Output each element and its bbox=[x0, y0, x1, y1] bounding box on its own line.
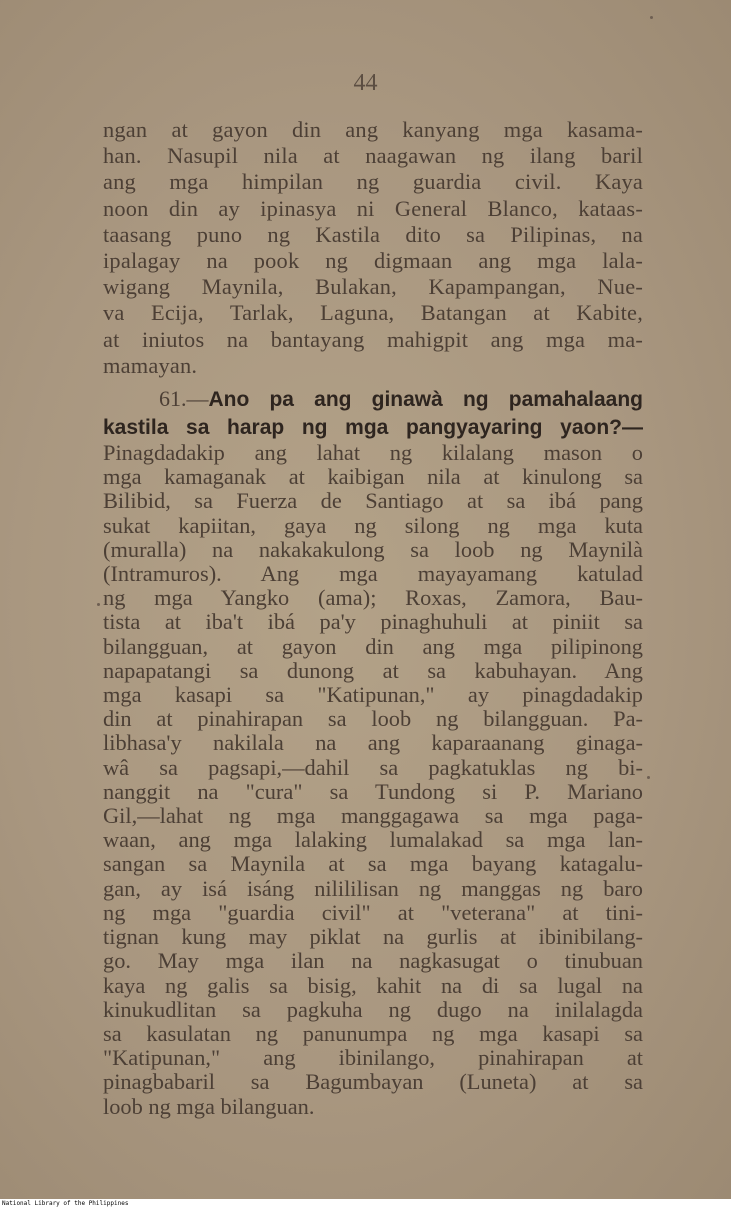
answer-line: Gil,—lahat ng mga manggagawa sa mga paga- bbox=[103, 803, 643, 829]
answer-line: nanggit na "cura" sa Tundong si P. Mariano bbox=[103, 778, 643, 804]
question-line bbox=[103, 385, 643, 413]
paragraph-line: wigang Maynila, Bulakan, Kapampangan, Nue- bbox=[103, 274, 643, 300]
footer-strip bbox=[0, 1199, 731, 1208]
answer-line: tignan kung may piklat na gurlis at ibinibilang- bbox=[103, 924, 643, 950]
answer-line: "Katipunan," ang ibinilango, pinahirapan at bbox=[103, 1045, 643, 1071]
speck-mark bbox=[647, 776, 650, 779]
answer-line: sangan sa Maynila at sa mga bayang katagalu- bbox=[103, 851, 643, 877]
paragraph-line: at iniutos na bantayang mahigpit ang mga ma- bbox=[103, 326, 643, 352]
answer-line: mga kasapi sa "Katipunan," ay pinagdadakip bbox=[103, 682, 643, 708]
answer-line: ng mga "guardia civil" at "veterana" at tini- bbox=[103, 899, 643, 925]
answer-line: loob ng mga bilanguan. bbox=[103, 1093, 315, 1119]
footer-credit: National Library of the Philippines bbox=[2, 1200, 129, 1207]
answer-line: go. May mga ilan na nagkasugat o tinubuan bbox=[103, 948, 643, 974]
question-line bbox=[103, 413, 643, 441]
answer-line: din at pinahirapan sa loob ng bilangguan. Pa- bbox=[103, 706, 643, 732]
answer-line: kaya ng galis sa bisig, kahit na di sa lugal na bbox=[103, 972, 643, 998]
question-number: 61.— bbox=[159, 386, 209, 412]
question-text-1: Ano pa ang ginawà ng pamahalaang bbox=[208, 388, 643, 412]
paragraph-line: ngan at gayon din ang kanyang mga kasama- bbox=[103, 117, 643, 142]
answer-line: kinukudlitan sa pagkuha ng dugo na inilalagda bbox=[103, 996, 643, 1022]
answer-line: pinagbabaril sa Bagumbayan (Luneta) at sa bbox=[103, 1069, 643, 1095]
question-text-2: kastila sa harap ng mga pangyayaring yaon?— bbox=[103, 416, 643, 440]
answer-line: Pinagdadakip ang lahat ng kilalang mason o bbox=[103, 440, 643, 466]
answer-line: wâ sa pagsapi,—dahil sa pagkatuklas ng bi- bbox=[103, 754, 643, 780]
paragraph-line: ipalagay na pook ng digmaan ang mga lala- bbox=[103, 248, 643, 274]
answer-line: gan, ay isá isáng nilililisan ng manggas ng baro bbox=[103, 875, 643, 901]
paragraph-line: han. Nasupil nila at naagawan ng ilang baril bbox=[103, 143, 643, 169]
answer-line: sa kasulatan ng panunumpa ng mga kasapi sa bbox=[103, 1020, 643, 1046]
answer-line: sukat kapiitan, gaya ng silong ng mga kuta bbox=[103, 512, 643, 538]
paragraph-line: ang mga himpilan ng guardia civil. Kaya bbox=[103, 169, 643, 195]
answer-line: napapatangi sa dunong at sa kabuhayan. Ang bbox=[103, 657, 643, 683]
page-text bbox=[103, 117, 643, 1119]
answer-line: tista at iba't ibá pa'y pinaghuhuli at piniit sa bbox=[103, 609, 643, 635]
answer-line: Bilibid, sa Fuerza de Santiago at sa ibá pang bbox=[103, 488, 643, 514]
answer-line: ng mga Yangko (ama); Roxas, Zamora, Bau- bbox=[103, 585, 643, 611]
answer-line: mga kamaganak at kaibigan nila at kinulong sa bbox=[103, 464, 643, 490]
answer-line: waan, ang mga lalaking lumalakad sa mga lan- bbox=[103, 827, 643, 853]
answer-line: (Intramuros). Ang mga mayayamang katulad bbox=[103, 561, 643, 587]
speck-mark bbox=[650, 16, 653, 19]
paragraph-line: noon din ay ipinasya ni General Blanco, kataas- bbox=[103, 195, 643, 221]
question-61 bbox=[103, 385, 643, 441]
paragraph-line: va Ecija, Tarlak, Laguna, Batangan at Kabite, bbox=[103, 300, 643, 326]
paragraph-line: taasang puno ng Kastila dito sa Pilipinas, na bbox=[103, 221, 643, 247]
answer-paragraph bbox=[103, 441, 643, 1119]
paragraph-line: mamayan. bbox=[103, 352, 198, 378]
page-number: 44 bbox=[353, 70, 378, 96]
answer-line: (muralla) na nakakakulong sa loob ng Maynilà bbox=[103, 536, 643, 562]
answer-line: bilangguan, at gayon din ang mga pilipinong bbox=[103, 633, 643, 659]
continued-paragraph bbox=[103, 117, 643, 379]
answer-line: libhasa'y nakilala na ang kaparaanang ginaga- bbox=[103, 730, 643, 756]
speck-mark bbox=[97, 603, 100, 606]
